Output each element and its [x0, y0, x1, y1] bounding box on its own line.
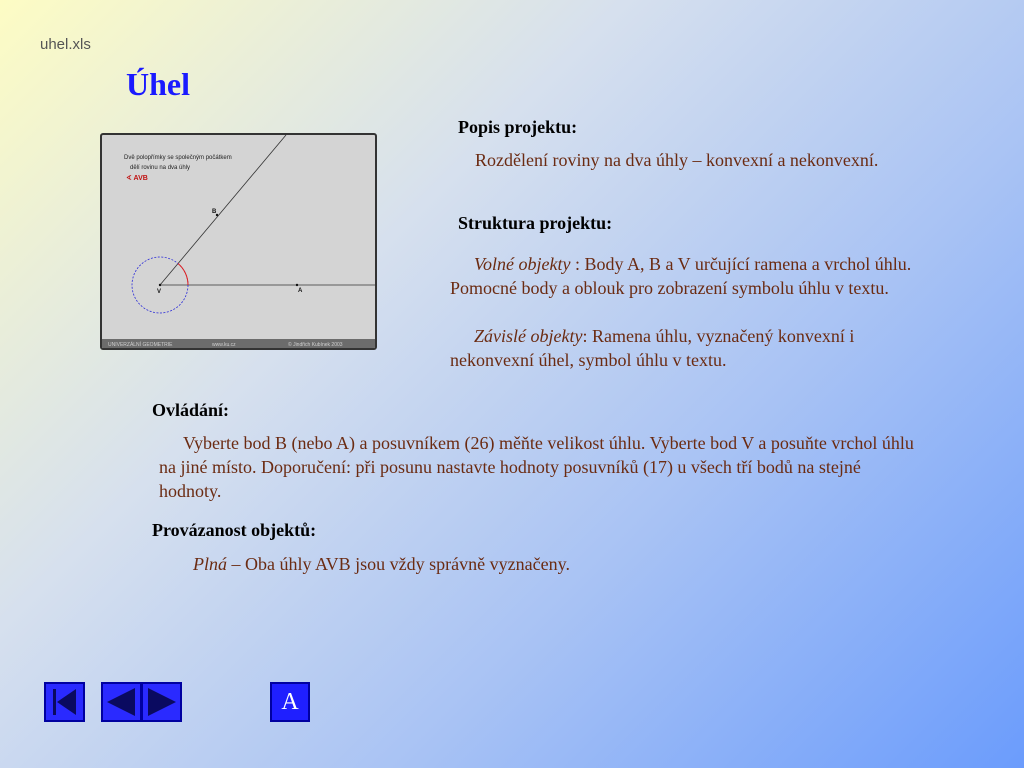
file-name: uhel.xls: [40, 36, 91, 53]
volne-objekty-text: : Body A, B a V určující ramena a vrchol úhlu. Pomocné body a oblouk pro zobrazení symbolu úhlu v textu.: [450, 254, 912, 298]
struktura-volne: [450, 252, 930, 300]
point-v[interactable]: [159, 284, 161, 286]
point-a[interactable]: [296, 284, 298, 286]
zavisle-objekty-text: : Ramena úhlu, vyznačený konvexní i nekonvexní úhel, symbol úhlu v textu.: [450, 326, 855, 370]
preview-footer-left: UNIVERZÁLNÍ GEOMETRIE: [108, 342, 173, 348]
previous-slide-button[interactable]: [101, 682, 142, 722]
provazanost-dash: –: [227, 554, 245, 574]
preview-angle-label: ∢ AVB: [126, 175, 148, 182]
zavisle-objekty-label: Závislé objekty: [474, 326, 583, 346]
preview-footer-mid: www.ku.cz: [212, 342, 236, 348]
project-preview-image: [100, 133, 377, 350]
volne-objekty-label: Volné objekty: [474, 254, 571, 274]
page-title: Úhel: [126, 66, 190, 102]
popis-text: Rozdělení roviny na dva úhly – konvexní a nekonvexní.: [475, 150, 879, 170]
preview-footer-right: © Jindřich Kubínek 2003: [288, 342, 343, 348]
struktura-heading: Struktura projektu:: [458, 213, 613, 233]
first-slide-icon: [46, 684, 83, 720]
struktura-zavisle: [450, 324, 930, 372]
provazanost-heading: Provázanost objektů:: [152, 520, 317, 540]
point-b-label: B: [212, 209, 217, 215]
a-button[interactable]: A: [270, 682, 310, 722]
provazanost-label: Plná: [193, 554, 227, 574]
preview-caption-line1: Dvě polopřímky se společným počátkem: [124, 155, 232, 161]
popis-heading: Popis projektu:: [458, 117, 578, 137]
provazanost-description: Oba úhly AVB jsou vždy správně vyznačeny.: [245, 554, 570, 574]
convex-angle-arc: [178, 264, 188, 286]
point-v-label: V: [157, 289, 162, 295]
next-slide-icon: [143, 684, 180, 720]
provazanost-text: [193, 552, 893, 576]
ovladani-paragraph: Vyberte bod B (nebo A) a posuvníkem (26) měňte velikost úhlu. Vyberte bod V a posuňte vrchol úhlu na jiné místo. Doporučení: při posunu nastavte hodnoty posuvníků (17) u všech tří bodů na stejné hodnoty.: [159, 433, 914, 501]
next-slide-button[interactable]: [141, 682, 182, 722]
preview-caption-line2: dělí rovinu na dva úhly: [130, 165, 191, 171]
previous-slide-icon: [103, 684, 140, 720]
first-slide-button[interactable]: [44, 682, 85, 722]
ovladani-heading: Ovládání:: [152, 400, 230, 420]
point-a-label: A: [298, 288, 303, 294]
ovladani-text: [159, 431, 919, 503]
